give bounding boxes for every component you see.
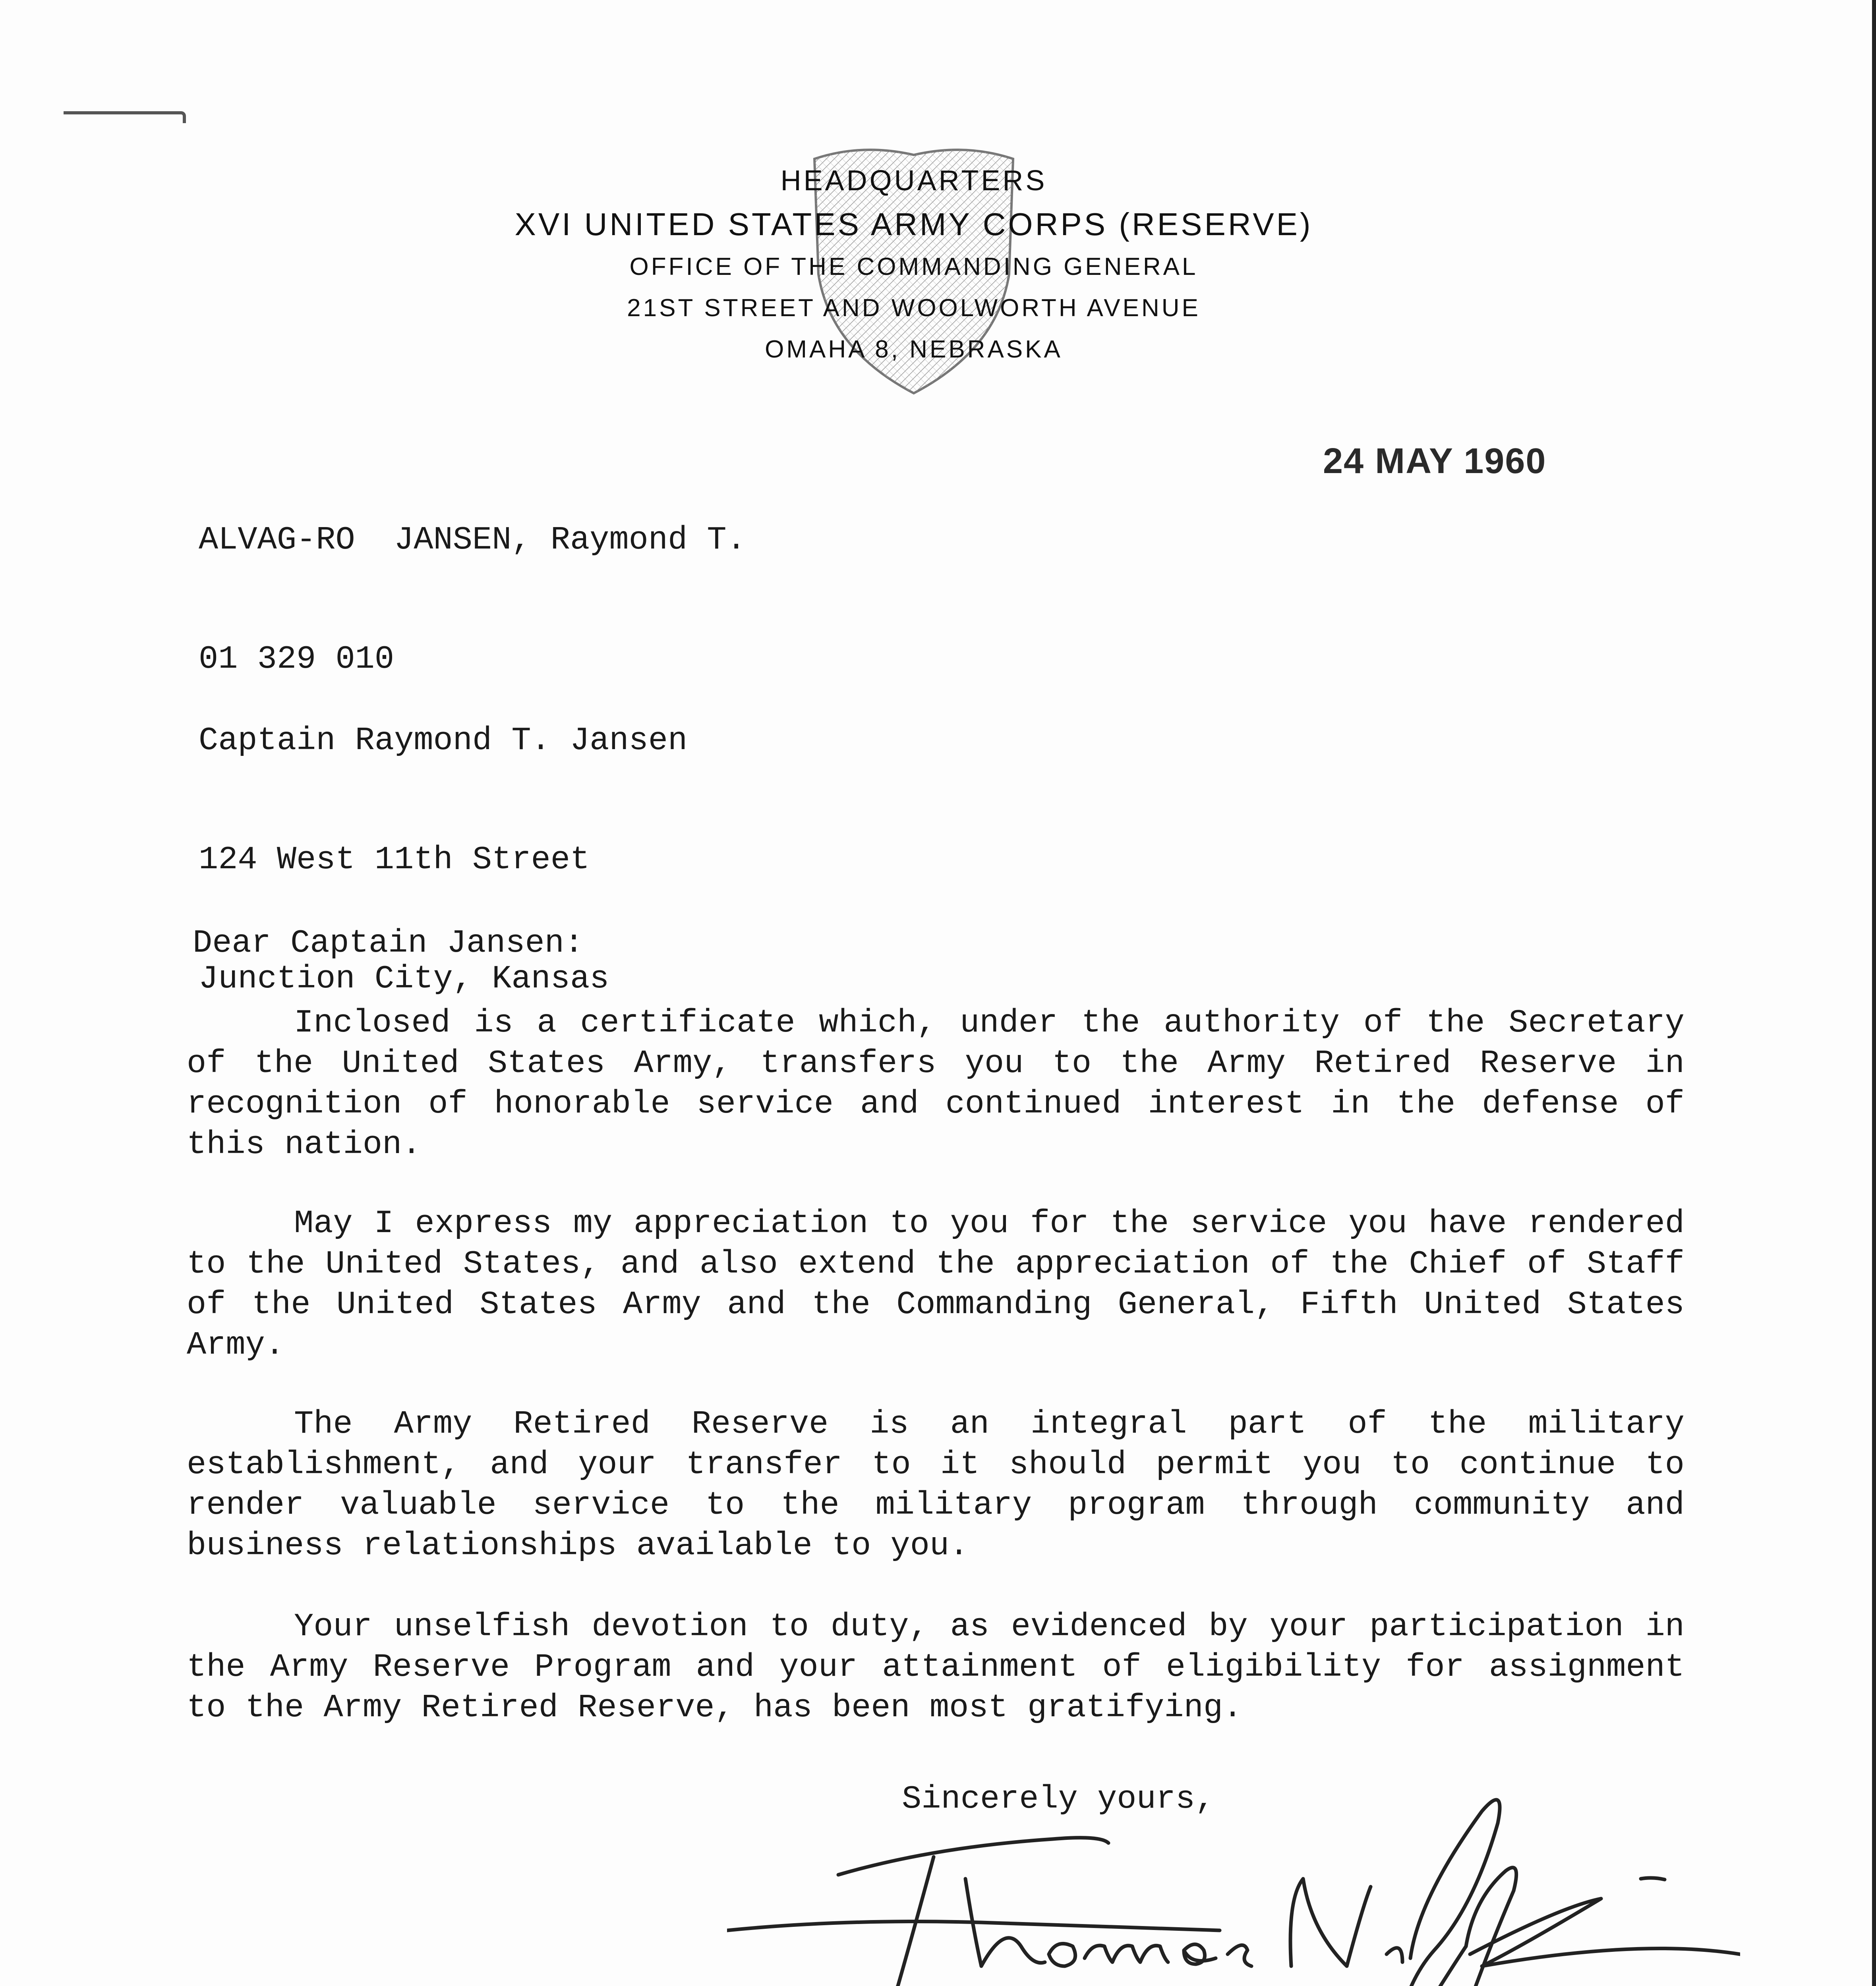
closing: Sincerely yours, <box>902 1781 1215 1818</box>
letterhead <box>358 159 1470 370</box>
body-paragraph-4: Your unselfish devotion to duty, as evidenced by your participation in the Army Reserve Program and your attainment of eligibility for assignment to the Army Retired Reserve, has been most gratifying. <box>187 1608 1685 1726</box>
signer-block <box>896 1982 1248 1986</box>
date-stamp: 24 MAY 1960 <box>1323 441 1547 481</box>
letterhead-line-1: HEADQUARTERS <box>780 165 1047 197</box>
handwritten-signature <box>727 1779 1740 1986</box>
letterhead-line-2: XVI UNITED STATES ARMY CORPS (RESERVE) <box>514 207 1313 242</box>
enclosure-block <box>175 1976 743 1986</box>
body-paragraph-3: The Army Retired Reserve is an integral part of the military establishment, and your transfer to it should permit you to continue to render valuable service to the military program through community and business relationships available to you. <box>187 1406 1685 1564</box>
letterhead-line-5: OMAHA 8, NEBRASKA <box>765 336 1063 363</box>
letterhead-line-4: 21ST STREET AND WOOLWORTH AVENUE <box>627 294 1201 322</box>
letterhead-line-3: OFFICE OF THE COMMANDING GENERAL <box>629 253 1198 280</box>
recipient-street: 124 West 11th Street <box>199 841 590 878</box>
recipient-city: Junction City, Kansas <box>199 960 609 997</box>
reference-code-name: ALVAG-RO JANSEN, Raymond T. <box>199 522 746 558</box>
body-paragraph-1: Inclosed is a certificate which, under the authority of the Secretary of the United States Army, transfers you to the Army Retired Reserve in recognition of honorable service and continued interest in the defense of this nation. <box>187 1005 1685 1163</box>
staple-mark <box>64 111 186 123</box>
body-paragraph-2: May I express my appreciation to you for the service you have rendered to the United States, and also extend the appreciation of the Chief of Staff of the United States Army and the Commanding General, Fifth United States Army. <box>187 1205 1685 1364</box>
recipient-name: Captain Raymond T. Jansen <box>199 722 688 759</box>
reference-serial: 01 329 010 <box>199 641 395 678</box>
salutation: Dear Captain Jansen: <box>193 925 584 962</box>
